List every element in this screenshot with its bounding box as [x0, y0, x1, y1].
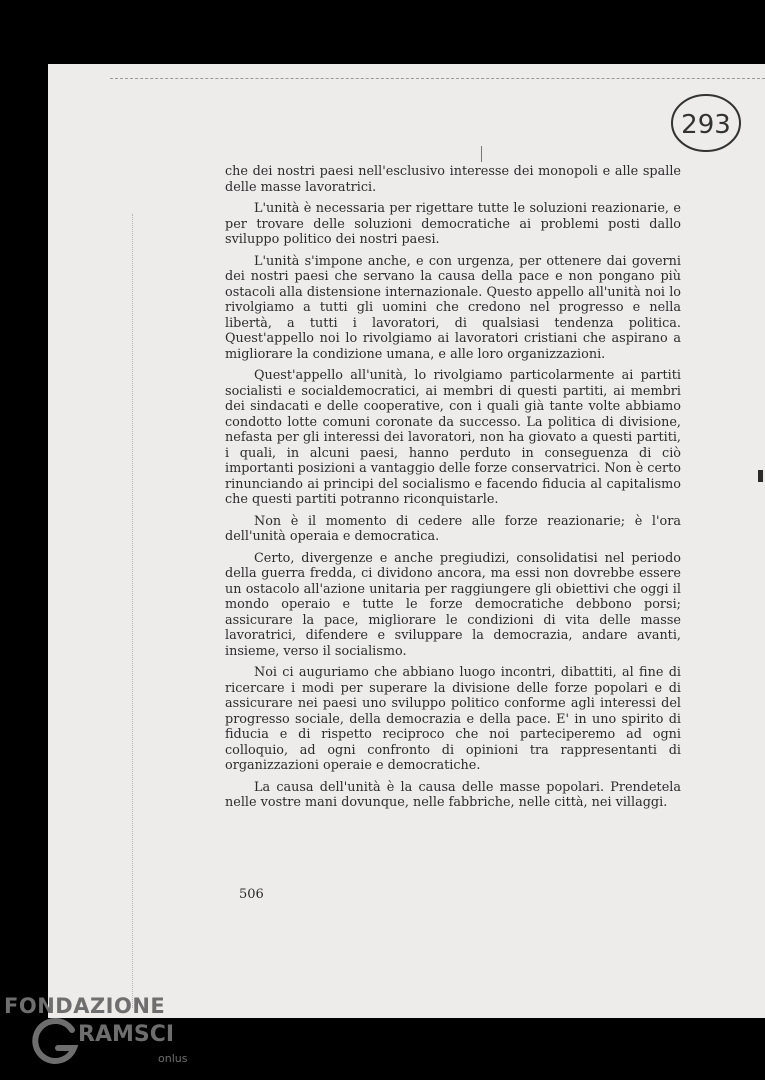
stamp-number: 293: [681, 110, 731, 140]
logo-sub: onlus: [158, 1052, 188, 1065]
document-page: [48, 64, 765, 1018]
stamp-circle-icon: [670, 92, 742, 154]
fondazione-gramsci-logo: [0, 992, 200, 1080]
margin-rule: [132, 214, 133, 1008]
pencil-tick: [481, 146, 482, 162]
edge-mark: [758, 470, 763, 482]
page-number: 506: [239, 887, 264, 902]
paragraph-4: Quest'appello all'unità, lo rivolgiamo particolarmente ai partiti socialisti e socialdemocratici, ai membri di questi partiti, ai membri dei sindacati e delle cooperative, con i quali già tante volte abbiamo condotto lotte comuni coronate da successo. La politica di divisione, nefasta per gli interessi dei lavoratori, non ha giovato a questi partiti, i quali, in alcuni paesi, hanno perduto in conseguenza di ciò importanti posizioni a vantaggio delle forze conservatrici. Non è certo rinunciando ai principi del socialismo e facendo fiducia al capitalismo che questi partiti potranno riconquistarle.: [225, 368, 681, 507]
logo-line-2: RAMSCI: [78, 1022, 175, 1047]
page-stamp: [670, 92, 742, 154]
paragraph-6: Certo, divergenze e anche pregiudizi, consolidatisi nel periodo della guerra fredda, ci dividono ancora, ma essi non dovrebbe essere un ostacolo all'azione unitaria per raggiungere gli obiettivi che oggi il mondo operaio e tutte le forze democratiche debbono porsi; assicurare la pace, migliorare le condizioni di vita delle masse lavoratrici, difendere e sviluppare la democrazia, andare avanti, insieme, verso il socialismo.: [225, 550, 681, 659]
paragraph-3: L'unità s'impone anche, e con urgenza, per ottenere dai governi dei nostri paesi che servano la causa della pace e non pongano più ostacoli alla distensione internazionale. Questo appello all'unità noi lo rivolgiamo a tutti gli uomini che credono nel progresso e nella libertà, a tutti i lavoratori, di qualsiasi tendenza politica. Quest'appello noi lo rivolgiamo ai lavoratori cristiani che aspirano a migliorare la condizione umana, e alle loro organizzazioni.: [225, 253, 681, 362]
logo-g-icon: [32, 1016, 82, 1066]
paragraph-5: Non è il momento di cedere alle forze reazionarie; è l'ora dell'unità operaia e democratica.: [225, 513, 681, 544]
paragraph-1: che dei nostri paesi nell'esclusivo interesse dei monopoli e alle spalle delle masse lavoratrici.: [225, 164, 681, 195]
paragraph-7: Noi ci auguriamo che abbiano luogo incontri, dibattiti, al fine di ricercare i modi per superare la divisione delle forze popolari e di assicurare nei paesi uno sviluppo politico conforme agli interessi del progresso sociale, della democrazia e della pace. E' in uno spirito di fiducia e di rispetto reciproco che noi parteciperemo ad ogni colloquio, ad ogni confronto di opinioni tra rappresentanti di organizzazioni operaie e democratiche.: [225, 665, 681, 773]
logo-line-1: FONDAZIONE: [4, 994, 166, 1018]
paragraph-2: L'unità è necessaria per rigettare tutte le soluzioni reazionarie, e per trovare delle soluzioni democratiche ai problemi posti dallo sviluppo politico dei nostri paesi.: [225, 201, 681, 247]
body-text: [225, 164, 681, 817]
paragraph-8: La causa dell'unità è la causa delle masse popolari. Prendetela nelle vostre mani dovunque, nelle fabbriche, nelle città, nei villaggi.: [225, 779, 681, 810]
top-rule: [110, 78, 765, 79]
